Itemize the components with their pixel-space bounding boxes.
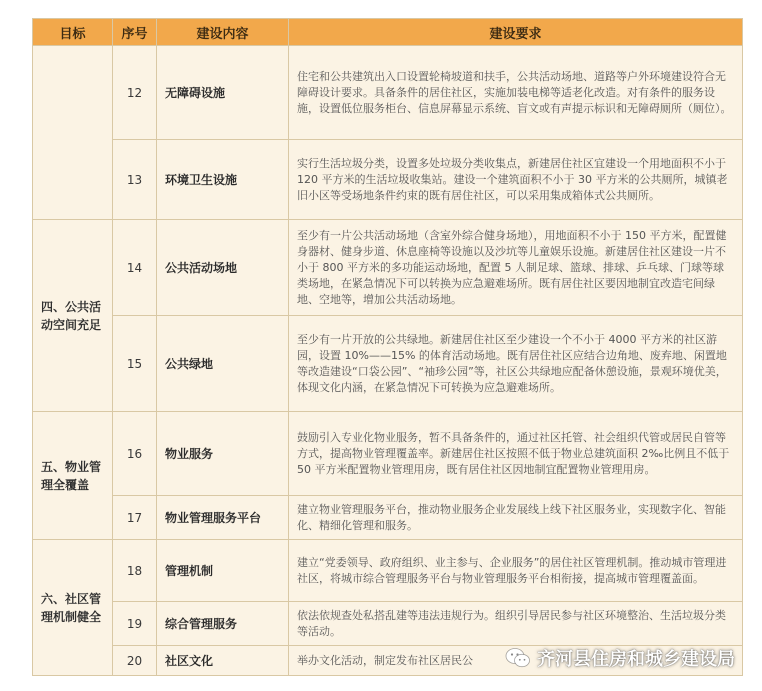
row-requirement: 鼓励引入专业化物业服务，暂不具备条件的，通过社区托管、社会组织代管或居民自管等方式，提高物业管理覆盖率。新建居住社区按照不低于物业总建筑面积 2‰比例且不低于 50 平方米配置物业管理用房，既有居住社区因地制宜配置物业管理用房。 <box>289 412 743 496</box>
header-content: 建设内容 <box>157 19 289 46</box>
row-item: 公共活动场地 <box>157 220 289 316</box>
goal-cell: 六、社区管理机制健全 <box>33 540 113 676</box>
row-requirement: 至少有一片公共活动场地（含室外综合健身场地），用地面积不小于 150 平方米，配置健身器材、健身步道、休息座椅等设施以及沙坑等儿童娱乐设施。新建居住社区建设一片不小于 800 平方米的多功能运动场地，配置 5 人制足球、篮球、排球、乒乓球、门球等球类场地，在紧急情况下可以转换为应急避难场所。既有居住社区要因地制宜改造宅间绿地、空地等，增加公共活动场地。 <box>289 220 743 316</box>
wechat-icon <box>505 647 531 669</box>
row-requirement: 建立物业管理服务平台，推动物业服务企业发展线上线下社区服务业，实现数字化、智能化、精细化管理和服务。 <box>289 496 743 540</box>
row-number: 20 <box>113 646 157 676</box>
row-number: 12 <box>113 46 157 140</box>
table-row <box>33 140 743 220</box>
watermark <box>505 645 735 671</box>
table-row <box>33 220 743 316</box>
row-number: 13 <box>113 140 157 220</box>
header-number: 序号 <box>113 19 157 46</box>
row-requirement: 实行生活垃圾分类，设置多处垃圾分类收集点，新建居住社区宜建设一个用地面积不小于 120 平方米的生活垃圾收集站。建设一个建筑面积不小于 30 平方米的公共厕所，城镇老旧小区等受场地条件约束的既有居住社区，可以采用集成箱体式公共厕所。 <box>289 140 743 220</box>
row-requirement: 至少有一片开放的公共绿地。新建居住社区至少建设一个不小于 4000 平方米的社区游园，设置 10%——15% 的体育活动场地。既有居住社区应结合边角地、废弃地、闲置地等改造建设“口袋公园”、“袖珍公园”等，社区公共绿地应配备休憩设施，景观环境优美，体现文化内涵，在紧急情况下可转换为应急避难场所。 <box>289 316 743 412</box>
row-item: 公共绿地 <box>157 316 289 412</box>
row-item: 无障碍设施 <box>157 46 289 140</box>
table-row <box>33 316 743 412</box>
header-goal: 目标 <box>33 19 113 46</box>
table-container <box>32 18 742 676</box>
table-row <box>33 46 743 140</box>
table-row <box>33 602 743 646</box>
row-number: 19 <box>113 602 157 646</box>
row-item: 管理机制 <box>157 540 289 602</box>
row-requirement: 举办文化活动，制定发布社区居民公 <box>289 646 743 676</box>
row-item: 综合管理服务 <box>157 602 289 646</box>
row-item: 环境卫生设施 <box>157 140 289 220</box>
header-requirements: 建设要求 <box>289 19 743 46</box>
row-number: 17 <box>113 496 157 540</box>
row-item: 物业服务 <box>157 412 289 496</box>
table-row <box>33 412 743 496</box>
construction-requirements-table <box>32 18 743 676</box>
row-number: 18 <box>113 540 157 602</box>
table-row <box>33 496 743 540</box>
row-number: 15 <box>113 316 157 412</box>
table-header-row <box>33 19 743 46</box>
watermark-text: 齐河县住房和城乡建设局 <box>537 649 735 670</box>
row-requirement: 住宅和公共建筑出入口设置轮椅坡道和扶手，公共活动场地、道路等户外环境建设符合无障碍设计要求。具备条件的居住社区，实施加装电梯等适老化改造。对有条件的服务设施，设置低位服务柜台、信息屏幕显示系统、盲文或有声提示标识和无障碍厕所（厕位）。 <box>289 46 743 140</box>
row-requirement: 建立“党委领导、政府组织、业主参与、企业服务”的居住社区管理机制。推动城市管理进社区，将城市综合管理服务平台与物业管理服务平台相衔接，提高城市管理覆盖面。 <box>289 540 743 602</box>
table-row <box>33 540 743 602</box>
row-item: 物业管理服务平台 <box>157 496 289 540</box>
row-number: 16 <box>113 412 157 496</box>
goal-cell <box>33 46 113 220</box>
row-number: 14 <box>113 220 157 316</box>
goal-cell: 五、物业管理全覆盖 <box>33 412 113 540</box>
row-item: 社区文化 <box>157 646 289 676</box>
row-requirement: 依法依规查处私搭乱建等违法违规行为。组织引导居民参与社区环境整治、生活垃圾分类等活动。 <box>289 602 743 646</box>
goal-cell: 四、公共活动空间充足 <box>33 220 113 412</box>
